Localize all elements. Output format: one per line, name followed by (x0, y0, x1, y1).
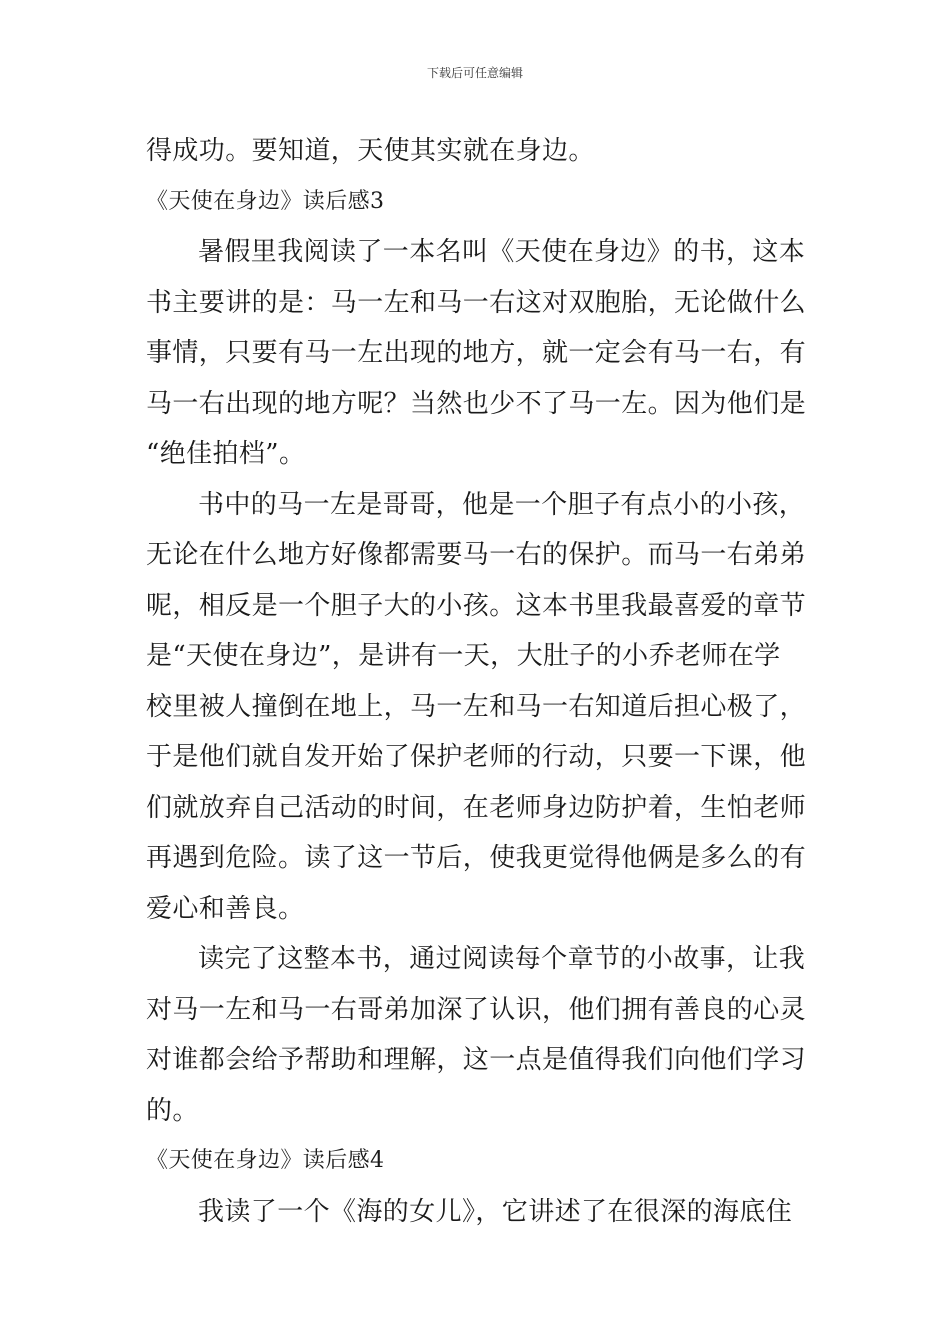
text-line: “绝佳拍档”。 (146, 439, 306, 469)
text-line: 得成功。要知道，天使其实就在身边。 (146, 136, 595, 166)
paragraph-first-line: 我读了一个《海的女儿》，它讲述了在很深的海底住 (198, 1196, 793, 1227)
text-line: 对谁都会给予帮助和理解，这一点是值得我们向他们学习 (146, 1045, 807, 1075)
text-line: 再遇到危险。读了这一节后，使我更觉得他俩是多么的有 (146, 843, 807, 873)
section-heading: 《天使在身边》读后感4 (146, 1148, 385, 1173)
text-line: 无论在什么地方好像都需要马一右的保护。而马一右弟弟 (146, 540, 807, 570)
paragraph-first-line: 暑假里我阅读了一本名叫《天使在身边》的书，这本 (198, 237, 806, 267)
text-line: 事情，只要有马一左出现的地方，就一定会有马一右，有 (146, 338, 807, 368)
paragraph-first-line: 书中的马一左是哥哥，他是一个胆子有点小的小孩， (198, 489, 806, 520)
text-line: 于是他们就自发开始了保护老师的行动，只要一下课，他 (146, 742, 807, 772)
text-line: 呢，相反是一个胆子大的小孩。这本书里我最喜爱的章节 (146, 590, 807, 621)
text-line: 马一右出现的地方呢？当然也少不了马一左。因为他们是 (146, 388, 807, 419)
text-line: 校里被人撞倒在地上，马一左和马一右知道后担心极了， (146, 691, 807, 722)
text-line: 们就放弃自己活动的时间，在老师身边防护着，生怕老师 (146, 792, 807, 823)
text-line: 是“天使在身边”，是讲有一天，大肚子的小乔老师在学 (146, 641, 781, 671)
text-line: 的。 (146, 1095, 199, 1126)
section-heading: 《天使在身边》读后感3 (146, 188, 385, 214)
paragraph-first-line: 读完了这整本书，通过阅读每个章节的小故事，让我 (198, 944, 806, 974)
page-header: 下载后可任意编辑 (426, 66, 523, 80)
text-line: 爱心和善良。 (146, 893, 305, 924)
document-body (146, 126, 811, 1237)
text-line: 书主要讲的是：马一左和马一右这对双胞胎，无论做什么 (146, 287, 807, 318)
text-line: 对马一左和马一右哥弟加深了认识，他们拥有善良的心灵 (146, 994, 807, 1025)
